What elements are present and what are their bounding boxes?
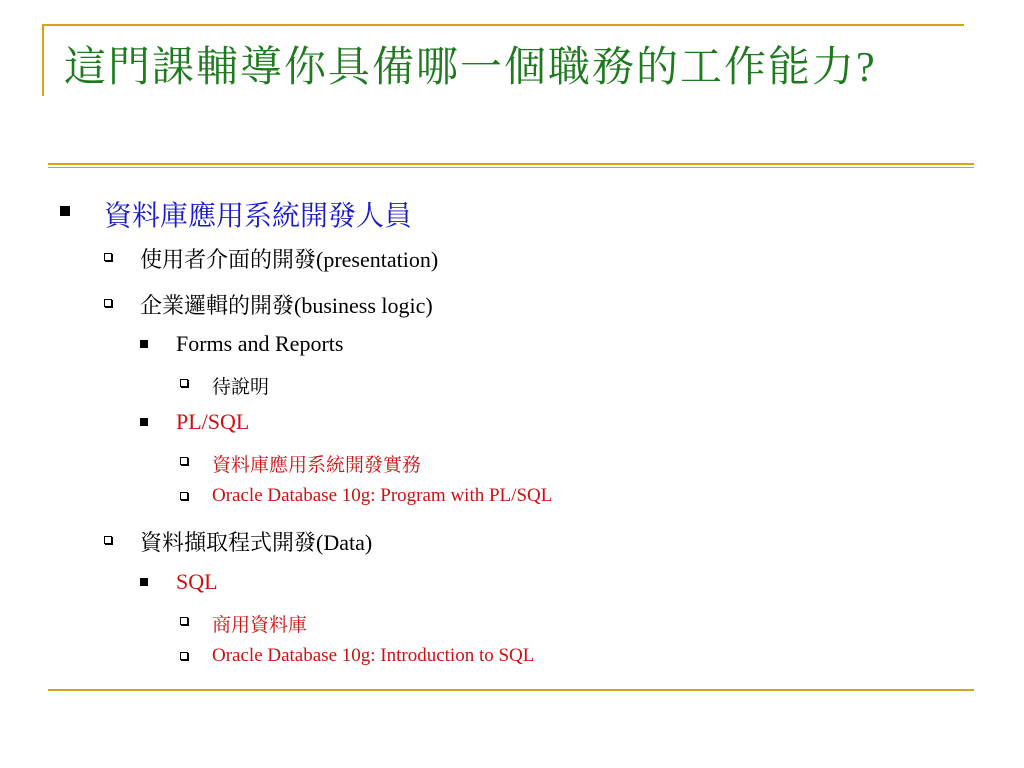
box-bullet-icon	[180, 652, 188, 660]
square-bullet-icon	[140, 418, 148, 426]
sql-text: SQL	[176, 569, 218, 594]
box-bullet-icon	[180, 492, 188, 500]
slide-title: 這門課輔導你具備哪一個職務的工作能力?	[64, 45, 877, 91]
commercial-db-text: 商用資料庫	[212, 615, 308, 636]
box-bullet-icon	[180, 379, 188, 387]
business-logic-text: 企業邏輯的開發(business logic)	[140, 293, 433, 318]
tbd-text: 待說明	[212, 377, 270, 398]
plsql-course-text: Oracle Database 10g: Program with PL/SQL	[212, 485, 553, 506]
square-bullet-icon	[60, 206, 70, 216]
square-bullet-icon	[140, 340, 148, 348]
plsql-text: PL/SQL	[176, 409, 250, 434]
sql-course-text: Oracle Database 10g: Introduction to SQL	[212, 645, 535, 666]
box-bullet-icon	[180, 457, 188, 465]
bottom-decorative-rule	[48, 689, 974, 691]
box-bullet-icon	[104, 253, 112, 261]
plsql-practice-text: 資料庫應用系統開發實務	[212, 455, 422, 476]
forms-reports-text: Forms and Reports	[176, 331, 344, 356]
box-bullet-icon	[104, 536, 112, 544]
role-text: 資料庫應用系統開發人員	[104, 201, 413, 232]
presentation-text: 使用者介面的開發(presentation)	[140, 247, 439, 272]
square-bullet-icon	[140, 578, 148, 586]
data-access-text: 資料擷取程式開發(Data)	[140, 530, 373, 555]
box-bullet-icon	[104, 299, 112, 307]
box-bullet-icon	[180, 617, 188, 625]
